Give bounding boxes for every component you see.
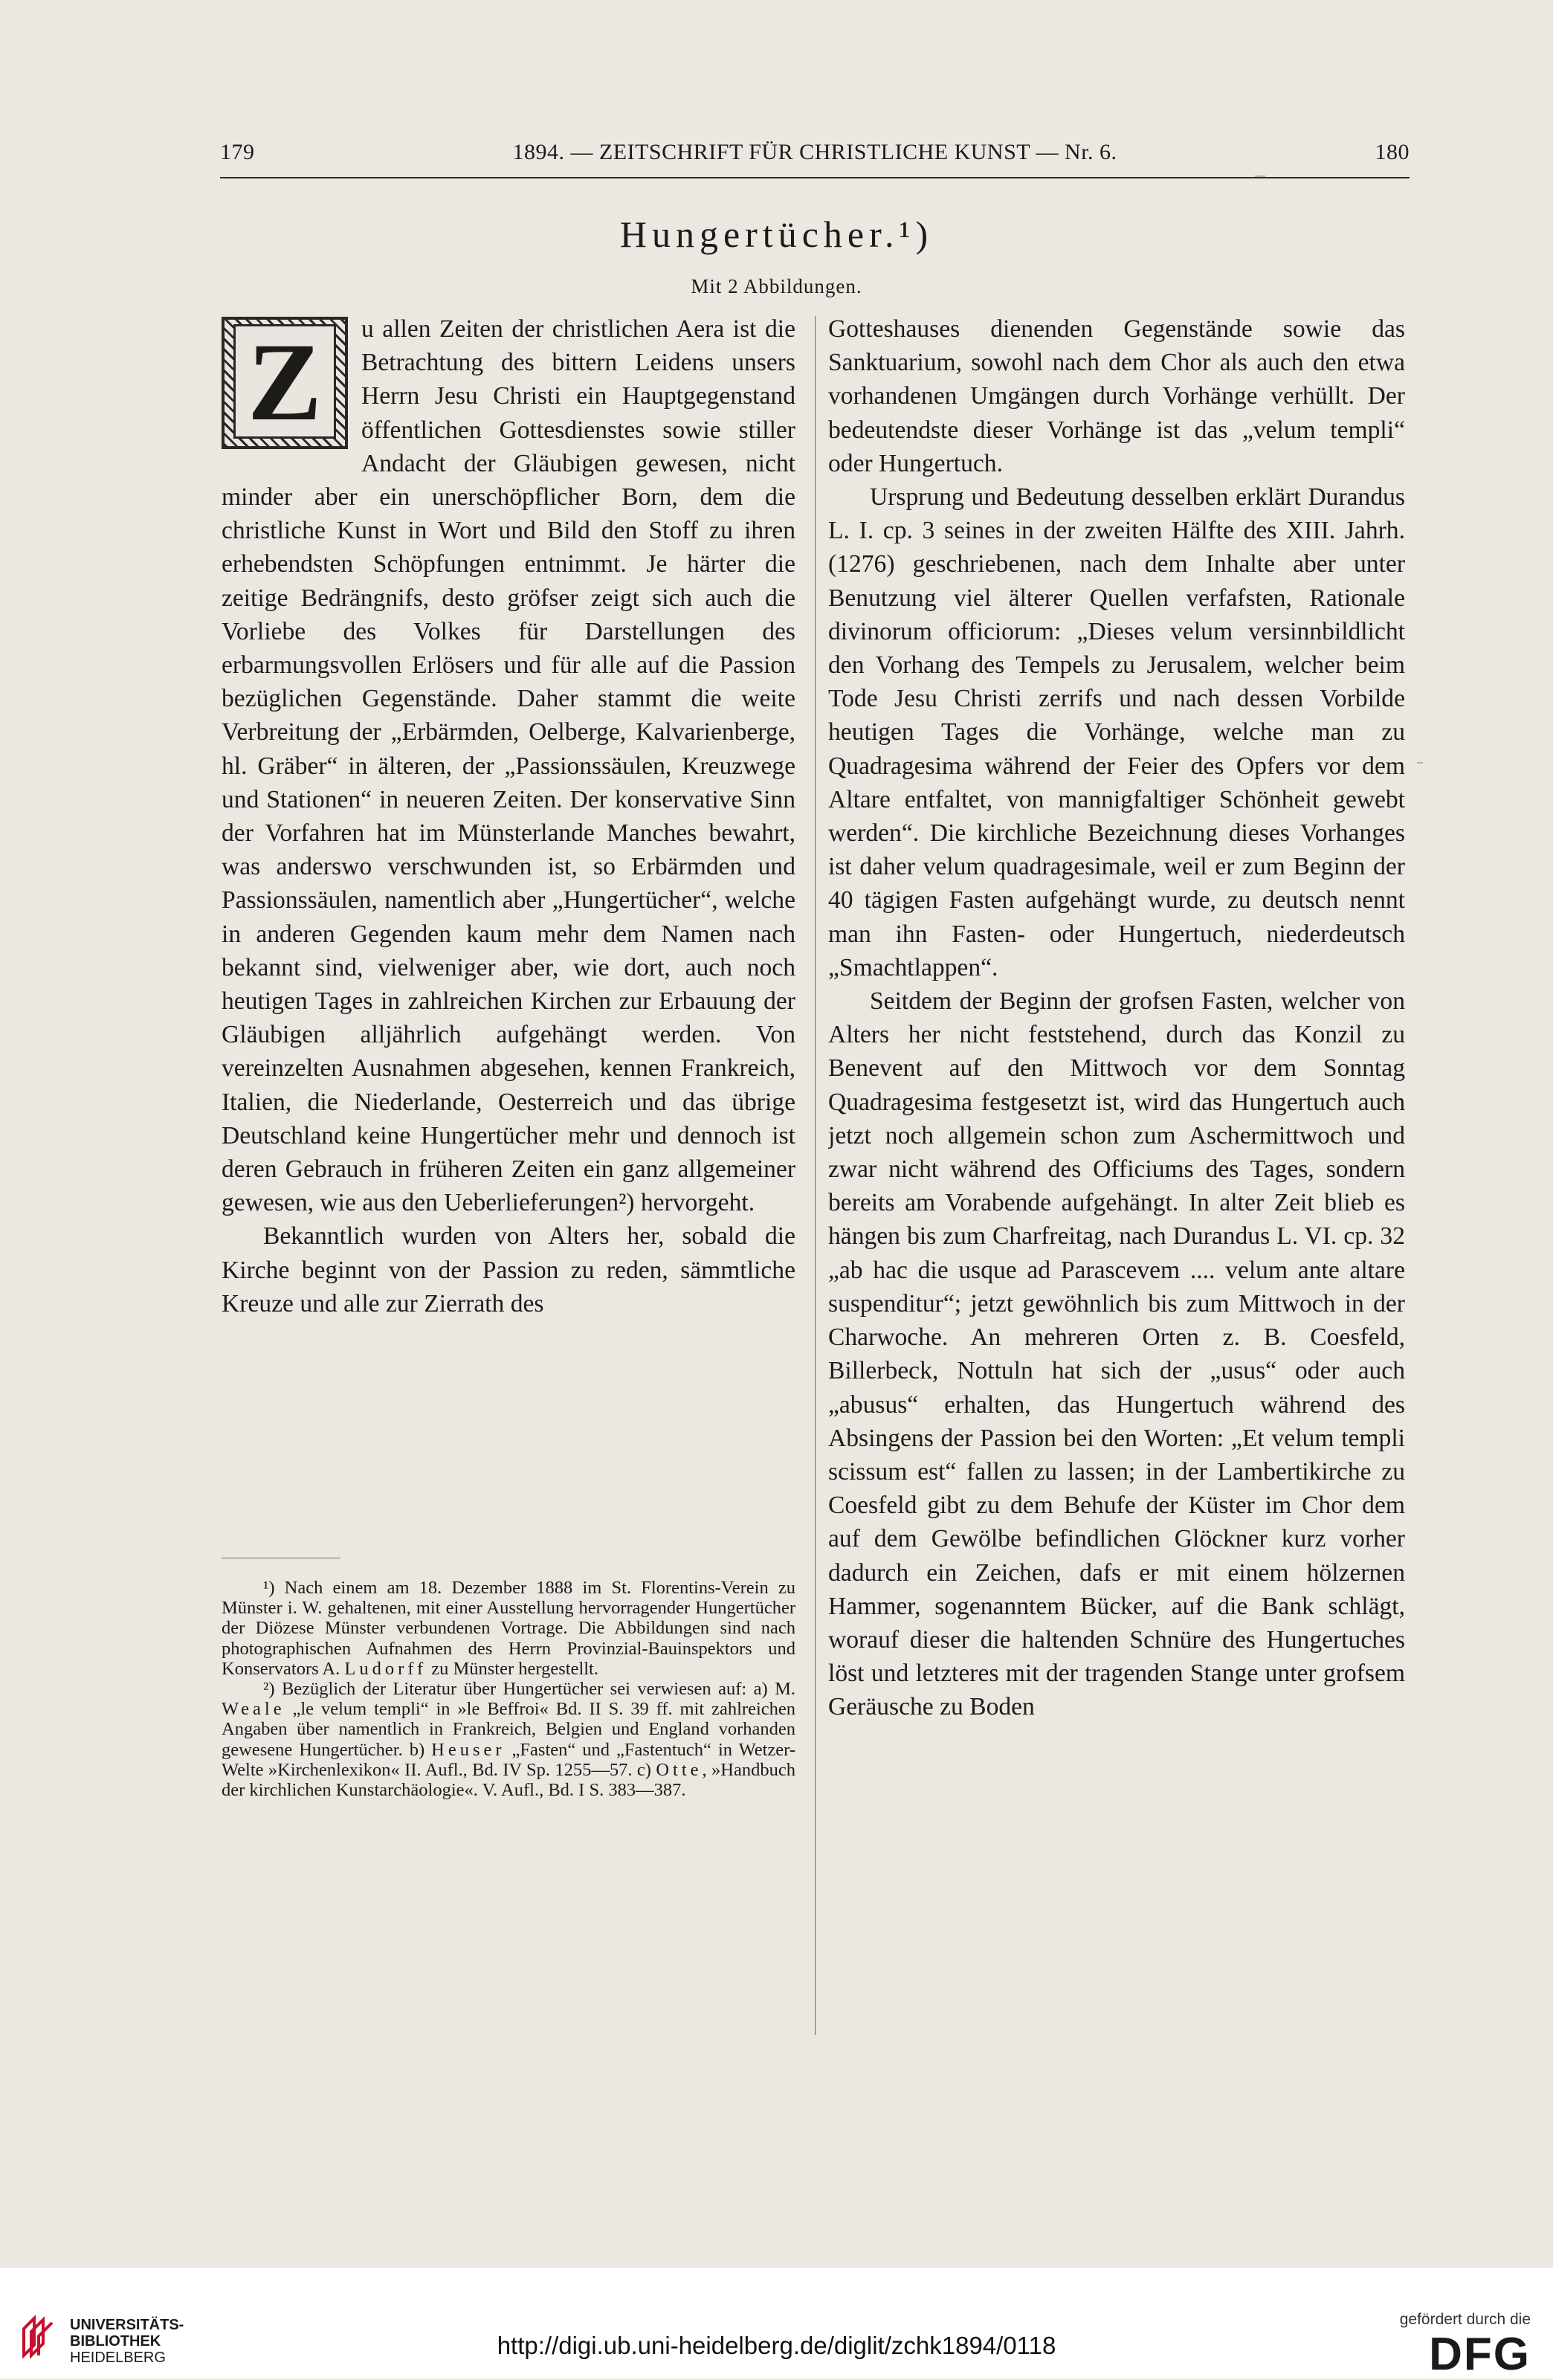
dfg-logo: DFG [1429,2329,1531,2380]
left-paragraph-1 [222,312,795,1219]
funder-caption: gefördert durch die [1399,2311,1531,2328]
footnote-1 [222,1578,795,1679]
article-subtitle: Mit 2 Abbildungen. [691,275,862,297]
running-header [220,140,1410,172]
footnote-2 [222,1679,795,1800]
right-column [828,312,1405,2042]
scan-speck [1417,762,1423,764]
right-paragraph-2: Ursprung und Bedeutung desselben erklärt Durandus L. I. cp. 3 seines in der zweiten Hälfte des XIII. Jahrh. (1276) geschriebenen, nach dem Inhalte aber unter Benutzung viel älterer Quellen verfafsten, Rationale divinorum officiorum: „Dieses velum versinnbildlicht den Vorhang des Tempels zu Jerusalem, welcher beim Tode Jesu Christi zerrifs und nach dessen Vorbilde heutigen Tages die Vorhänge, welche man zu Quadragesima während der Feier des Opfers vor dem Altare entfaltet, von mannigfaltiger Schönheit gewebt werden“. Die kirchliche Bezeichnung dieses Vorhanges ist daher velum quadragesimale, weil er zum Beginn der 40 tägigen Fasten aufgehängt wurde, zu deutsch nennt man ihn Fasten- oder Hungertuch, niederdeutsch „Smachtlappen“. [828,483,1405,981]
footnote-2-text-a: ²) Bezüglich der Literatur über Hungertücher sei verwiesen auf: a) M. [263,1679,795,1700]
source-url-link[interactable]: http://digi.ub.uni-heidelberg.de/diglit/zchk1894/0118 [497,2332,1056,2359]
left-paragraph-2: Bekanntlich wurden von Alters her, sobald die Kirche beginnt von der Passion zu reden, sämmtliche Kreuze und alle zur Zierrath des [222,1222,795,1318]
footnote-2-text-d: , »Handbuch der kirchlichen Kunstarchäologie«. V. Aufl., Bd. I S. 383—387. [222,1759,795,1801]
footnotes [222,1578,795,1800]
article-title: Hungertücher.¹) [619,213,934,255]
library-name-line-1: UNIVERSITÄTS- [70,2317,184,2333]
right-paragraph-3: Seitdem der Beginn der grofsen Fasten, welcher von Alters her nicht feststehend, durch das Konzil zu Benevent auf den Mittwoch vor dem Sonntag Quadragesima festgesetzt ist, wird das Hungertuch auch jetzt noch allgemein schon zum Aschermittwoch und zwar nicht während des Officiums des Tages, sondern bereits am Vorabende aufgehängt. In alter Zeit blieb es hängen bis zum Charfreitag, nach Durandus L. VI. cp. 32 „ab hac die usque ad Parascevem .... velum ante altare suspenditur“; jetzt gewöhnlich bis zum Mittwoch in der Charwoche. An mehreren Orten z. B. Coesfeld, Billerbeck, Nottuln hat sich der „usus“ oder auch „abusus“ erhalten, das Hungertuch während des Absingens der Passion bei den Worten: „Et velum templi scissum est“ fallen zu lassen; in der Lambertikirche zu Coesfeld gibt zu dem Behufe der Küster im Chor dem auf dem Gewölbe befindlichen Glöckner kurz vorher dadurch ein Zeichen, dafs er mit einem hölzernen Hammer, sogenanntem Bücker, auf die Bank schlägt, worauf dieser die haltenden Schnüre des Hungertuches löst und letzteres mit der tragenden Stange unter grofsem Geräusche zu Boden [828,987,1405,1721]
right-paragraph-1: Gotteshauses dienenden Gegenstände sowie das Sanktuarium, sowohl nach dem Chor als auch den etwa vorhandenen Umgängen durch Vorhänge verhüllt. Der bedeutendste dieser Vorhänge ist das „velum templi“ oder Hungertuch. [828,315,1405,477]
left-column [222,312,795,1320]
header-rule [220,177,1410,178]
footnote-2-text-c: „Fasten“ und „Fastentuch“ in Wetzer-Welte »Kirchenlexikon« II. Aufl., Bd. IV Sp. 1255—57. c) [222,1739,795,1780]
column-divider [815,316,816,2035]
library-name-line-3: HEIDELBERG [70,2350,166,2366]
footnote-1-end: zu Münster hergestellt. [431,1658,598,1679]
footnote-1-name: Ludorff [344,1658,427,1679]
footnote-2-otte: Otte [656,1759,703,1780]
ornamental-initial [222,317,348,449]
running-title: 1894. — ZEITSCHRIFT FÜR CHRISTLICHE KUNST — Nr. 6. [512,140,1117,164]
left-paragraph-1-text: u allen Zeiten der christlichen Aera ist die Betrachtung des bittern Leidens unsers Herrn Jesu Christi ein Hauptgegenstand öffentlichen Gottesdienstes sowie stiller Andacht der Gläubigen gewesen, nicht minder aber ein unerschöpflicher Born, dem die christliche Kunst in Wort und Bild den Stoff zu ihren erhebendsten Schöpfungen entnimmt. Je härter die zeitige Bedrängnifs, desto gröfser zeigt sich auch die Vorliebe des Volkes für Darstellungen des erbarmungsvollen Erlösers und für alle auf die Passion bezüglichen Gegenstände. Daher stammt die weite Verbreitung der „Erbärmden, Oelberge, Kalvarienberge, hl. Gräber“ in älteren, der „Passionssäulen, Kreuzwege und Stationen“ in neueren Zeiten. Der konservative Sinn der Vorfahren hat im Münsterlande Manches bewahrt, was anderswo verschwunden ist, so Erbärmden und Passionssäulen, namentlich aber „Hungertücher“, welche in anderen Gegenden kaum mehr dem Namen nach bekannt sind, vielweniger aber, wie dort, auch noch heutigen Tages in zahlreichen Kirchen zur Erbauung der Gläubigen alljährlich aufgehängt werden. Von vereinzelten Ausnahmen abgesehen, kennen Frankreich, Italien, die Niederlande, Oesterreich und das übrige Deutschland keine Hungertücher mehr und dennoch ist deren Gebrauch in früheren Zeiten ein ganz allgemeiner gewesen, wie aus den Ueberlieferungen²) hervorgeht. [222,315,795,1217]
scan-speck [1255,175,1265,177]
page-number-right: 180 [1375,140,1410,164]
footnote-2-heuser: Heuser [431,1739,506,1760]
footnote-1-text: ¹) Nach einem am 18. Dezember 1888 im St. Florentins-Verein zu Münster i. W. gehaltenen, mit einer Ausstellung hervorragender Hungertücher der Diözese Münster verbundenen Vortrage. Die Abbildungen sind nach photographischen Aufnahmen des Herrn Provinzial-Bauinspektors und Konservators A. [222,1578,795,1679]
library-name-line-2: BIBLIOTHEK [70,2333,161,2350]
footnote-2-weale: Weale [222,1699,285,1720]
initial-letter: Z [233,324,336,439]
page-number-left: 179 [220,140,255,164]
footnote-2-text-b: „le velum templi“ in »le Beffroi« Bd. II S. 39 ff. mit zahlreichen Angaben über namentlich in Frankreich, Belgien und England vorhanden gewesene Hungertücher. b) [222,1699,795,1760]
digitization-footer [0,2268,1553,2379]
